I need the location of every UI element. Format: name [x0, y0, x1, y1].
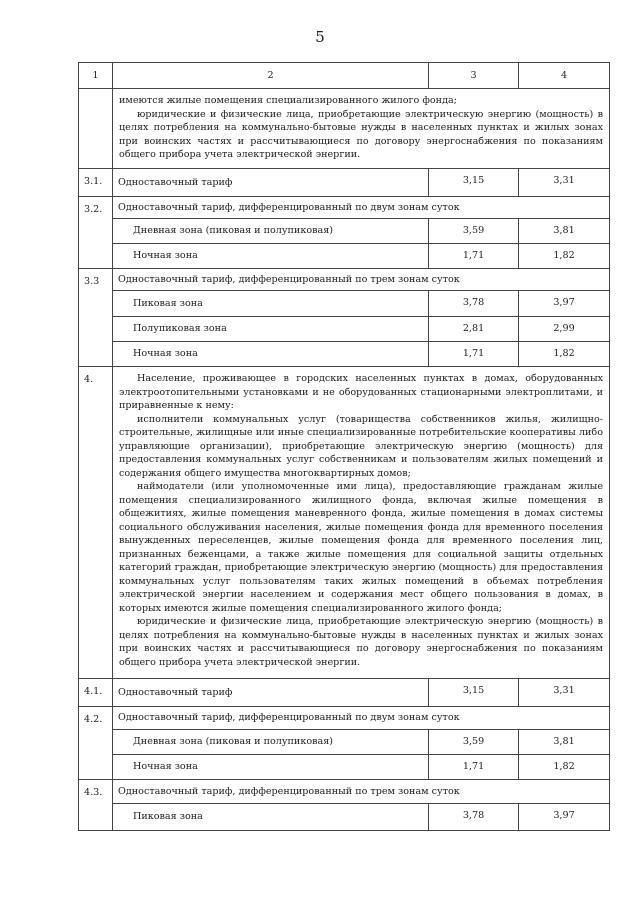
table-row: Ночная зона 1,71 1,82: [79, 342, 610, 367]
table-row: 3.3 Одноставочный тариф, дифференцированный по трем зонам суток: [79, 269, 610, 291]
header-col-2: 2: [113, 63, 429, 89]
table-row: Полупиковая зона 2,81 2,99: [79, 317, 610, 342]
page-number: 5: [315, 28, 325, 46]
table-row: 4.3. Одноставочный тариф, дифференцированный по трем зонам суток: [79, 780, 610, 804]
header-col-4: 4: [519, 63, 610, 89]
continuation-text: имеются жилые помещения специализированного жилого фонда; юридические и физические лица, приобретающие электрическую энергию (мощность) в целях потребления на коммунально-бытовые нужды в населенных пунктах и жилых зонах при воинских частях и рассчитывающиеся по договору энергоснабжения по показаниям общего прибора учета электрической энергии.: [113, 89, 610, 169]
table-header-row: [79, 63, 610, 89]
table-row: 3.1. Одноставочный тариф 3,15 3,31: [79, 169, 610, 197]
table-row: Ночная зона 1,71 1,82: [79, 244, 610, 269]
table-row: Пиковая зона 3,78 3,97: [79, 291, 610, 317]
table-row: 4.2. Одноставочный тариф, дифференцированный по двум зонам суток: [79, 707, 610, 730]
section-4-text: Население, проживающее в городских населенных пунктах в домах, оборудованных электроотопительными установками и не оборудованных стационарными электроплитами, и приравненные к нему: исполнители коммунальных услуг (товарищества собственников жилья, жилищно-строительные, жилищные или иные специализированные потребительские кооперативы либо управляющие организации), приобретающие электрическую энергию (мощность) для предоставления коммунальных услуг собственникам и пользователям жилых помещений и содержания общего имущества многоквартирных домов; наймодатели (или уполномоченные ими лица), предоставляющие гражданам жилые помещения специализированного жилищного фонда, включая жилые помещения в общежитиях, жилые помещения маневренного фонда, жилые помещения в домах системы социального обслуживания населения, жилые помещения фонда для временного поселения вынужденных переселенцев, жилые помещения фонда для временного поселения лиц, признанных беженцами, а также жилые помещения для социальной защиты отдельных категорий граждан, приобретающие электрическую энергию (мощность) для предоставления коммунальных услуг пользователям таких жилых помещений в объемах потребления электрической энергии населением и содержания мест общего пользования в домах, в которых имеются жилые помещения специализированного жилого фонда; юридические и физические лица, приобретающие электрическую энергию (мощность) в целях потребления на коммунально-бытовые нужды в населенных пунктах и жилых зонах при воинских частях и рассчитывающиеся по договору энергоснабжения по показаниям общего прибора учета электрической энергии.: [113, 367, 610, 679]
header-col-3: 3: [429, 63, 519, 89]
table-row: Ночная зона 1,71 1,82: [79, 755, 610, 780]
table-row: 4. Население, проживающее в городских населенных пунктах в домах, оборудованных электроотопительными установками и не оборудованных стационарными электроплитами, и приравненные к нему: исполнители коммунальных услуг (товарищества собственников жилья, жилищно-строительные, жилищные или иные специализированные потребительские кооперативы либо управляющие организации), приобретающие электрическую энергию (мощность) для предоставления коммунальных услуг собственникам и пользователям жилых помещений и содержания общего имущества многоквартирных домов; наймодатели (или уполномоченные ими лица), предоставляющие гражданам жилые помещения специализированного жилищного фонда, включая жилые помещения в общежитиях, жилые помещения маневренного фонда, жилые помещения в домах системы социального обслуживания населения, жилые помещения фонда для временного поселения вынужденных переселенцев, жилые помещения фонда для временного поселения лиц, признанных беженцами, а также жилые помещения для социальной защиты отдельных категорий граждан, приобретающие электрическую энергию (мощность) для предоставления коммунальных услуг пользователям таких жилых помещений в объемах потребления электрической энергии населением и содержания мест общего пользования в домах, в которых имеются жилые помещения специализированного жилого фонда; юридические и физические лица, приобретающие электрическую энергию (мощность) в целях потребления на коммунально-бытовые нужды в населенных пунктах и жилых зонах при воинских частях и рассчитывающиеся по договору энергоснабжения по показаниям общего прибора учета электрической энергии.: [79, 367, 610, 679]
table-row: Дневная зона (пиковая и полупиковая) 3,59 3,81: [79, 730, 610, 755]
header-col-1: 1: [79, 63, 113, 89]
table-row: 4.1. Одноставочный тариф 3,15 3,31: [79, 679, 610, 707]
table-row: Дневная зона (пиковая и полупиковая) 3,59 3,81: [79, 219, 610, 244]
table-row: [79, 89, 610, 169]
table-row: Пиковая зона 3,78 3,97: [79, 804, 610, 831]
table-row: 3.2. Одноставочный тариф, дифференцированный по двум зонам суток: [79, 197, 610, 219]
tariff-table: [78, 62, 610, 831]
